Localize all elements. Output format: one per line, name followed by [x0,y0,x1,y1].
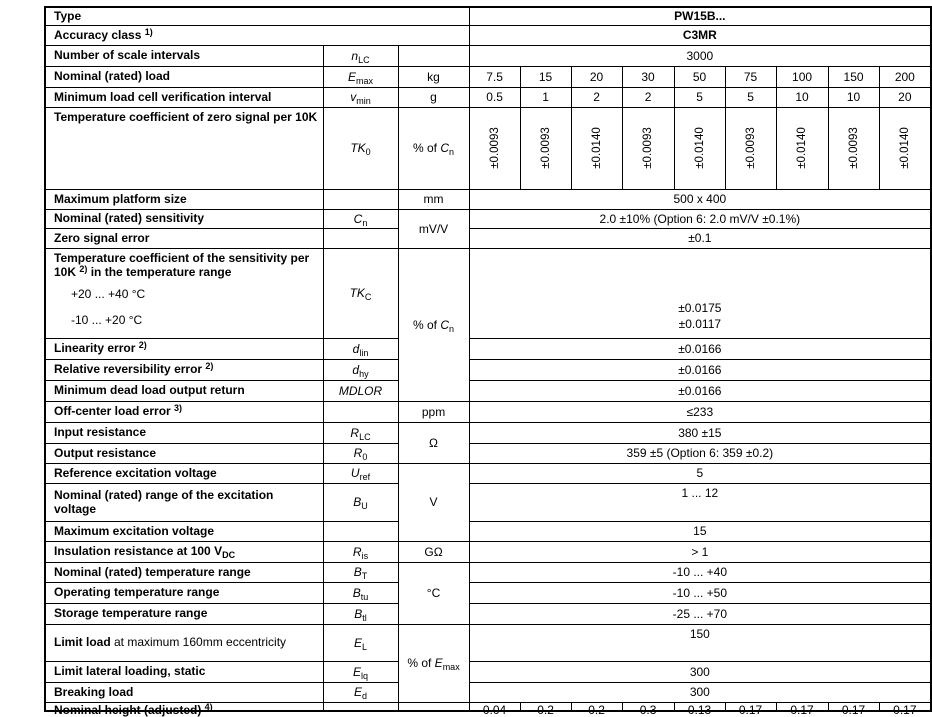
value-text: 2.0 ±10% (Option 6: 2.0 mV/V ±0.1%) [599,211,801,226]
row-label-zero-error [45,228,323,248]
row-vmin [45,87,931,107]
unit-text: mm [423,192,444,207]
value-text: ±0.1 [688,231,712,246]
row-accuracy [45,25,931,45]
symbol-output-r [323,443,398,463]
label-text: Insulation resistance at 100 V [54,544,223,559]
row-load [45,66,931,87]
value-text: > 1 [691,544,709,559]
symbol-subscript: LC [358,54,370,65]
value-bu [469,483,931,521]
row-offcenter [45,401,931,422]
symbol-text: B [354,606,363,621]
row-label-load [45,66,323,87]
value-text: 10 [795,90,809,105]
value-text: 380 ±15 [678,425,722,440]
label-text: Reference excitation voltage [54,465,217,480]
rotated-value-text: ±0.0093 [539,127,552,169]
row-label-reversibility [45,359,323,380]
unit-mvv [398,209,469,248]
symbol-linearity [323,338,398,359]
symbol-btl [323,603,398,624]
symbol-subscript: L [362,641,368,652]
value-type [469,7,931,25]
symbol-input-r [323,422,398,443]
value-cell [520,66,571,87]
symbol-subscript: is [361,550,369,561]
symbol-uref [323,463,398,483]
unit-platform [398,189,469,209]
value-text: 2 [593,90,600,105]
rotated-value-text: ±0.0093 [744,127,757,169]
symbol-intervals [323,45,398,66]
value-text: 20 [589,69,604,84]
value-insulation [469,541,931,562]
row-label-sensitivity [45,209,323,228]
symbol-bu [323,483,398,521]
unit-text: ppm [421,404,446,419]
unit-text: % of [412,141,441,156]
symbol-text: R [353,446,363,461]
value-text: 150 [843,69,864,84]
footnote-superscript: 2) [205,361,214,372]
row-bu [45,483,931,521]
unit-celsius [398,562,469,624]
row-label-insulation [45,541,323,562]
unit-text: % of [412,317,441,332]
symbol-subscript: 0 [362,452,368,463]
value-text: ±0.0166 [678,362,722,377]
footnote-superscript: 3) [174,403,183,414]
rotated-value-text: ±0.0140 [796,127,809,169]
value-cell-rotated [828,107,879,189]
symbol-load [323,66,398,87]
rotated-value-text: ±0.0093 [642,127,655,169]
symbol-text: MDLOR [338,383,383,398]
value-text: 300 [689,685,710,700]
value-cell [776,66,828,87]
symbol-text: TK [350,141,366,156]
symbol-text: B [353,495,362,510]
unit-vmin [398,87,469,107]
value-tkc [469,248,931,338]
label-subscript: DC [222,550,236,561]
label-text: Limit load [54,635,111,650]
row-intervals [45,45,931,66]
row-bt [45,562,931,582]
value-breaking [469,682,931,702]
label-text: Nominal height (adjusted) [54,702,205,717]
label-text: Type [54,9,82,23]
label-text: Operating temperature range [54,585,220,600]
symbol-btu [323,582,398,603]
label-text: Minimum dead load output return [54,383,245,398]
value-text: 1 ... 12 [681,485,719,500]
row-label-bt [45,562,323,582]
value-cell-rotated [725,107,776,189]
value-text: 3000 [686,48,714,63]
row-limit-load [45,624,931,661]
symbol-text: v [350,90,357,105]
label-text: Number of scale intervals [54,48,201,63]
value-text: 0.5 [486,90,503,105]
symbol-max-excitation-empty [323,521,398,541]
label-text: Linearity error [54,341,139,356]
symbol-tkc [323,248,398,338]
row-btl [45,603,931,624]
value-cell: 0.2 [520,702,571,711]
label-text: Limit lateral loading, static [54,664,206,679]
value-text: 200 [894,69,915,84]
value-text: C3MR [682,28,717,43]
symbol-text: B [352,585,361,600]
value-cell [879,87,931,107]
row-platform [45,189,931,209]
value-cell [571,87,622,107]
value-text: 5 [747,90,754,105]
symbol-bt [323,562,398,582]
unit-pct-cn [398,248,469,401]
label-text: Nominal (rated) sensitivity [54,211,205,226]
label-text: Storage temperature range [54,606,208,621]
symbol-subscript: lin [359,347,369,358]
symbol-subscript: C [364,292,372,303]
symbol-partial-empty [323,702,398,711]
value-btu [469,582,931,603]
row-btu [45,582,931,603]
value-sensitivity [469,209,931,228]
row-label-offcenter [45,401,323,422]
symbol-insulation [323,541,398,562]
row-reversibility [45,359,931,380]
symbol-zero-error-empty [323,228,398,248]
label-text: Input resistance [54,425,147,440]
value-cell-rotated [776,107,828,189]
value-text: 30 [641,69,655,84]
unit-offcenter [398,401,469,422]
label-text: Off-center load error [54,404,175,419]
row-tkc [45,248,931,338]
value-cell [674,66,725,87]
unit-text: g [430,90,437,105]
unit-text: mV/V [418,221,449,236]
symbol-text: n [351,48,359,63]
value-cell [879,66,931,87]
value-mdlor [469,380,931,401]
label-text: Temperature coefficient of the sensitivity per 10K $^{2)}$ in the temperature range [54,250,310,280]
value-max-excitation [469,521,931,541]
row-label-tkc [45,248,323,338]
label-text: Nominal (rated) load [54,69,171,84]
label-text: Output resistance [54,445,157,460]
rotated-value-text: ±0.0140 [898,127,911,169]
unit-tk0 [398,107,469,189]
row-label-max-excitation [45,521,323,541]
value-text: -10 ... +50 [672,585,728,600]
symbol-subscript: hy [359,368,369,379]
value-text: -25 ... +70 [672,606,728,621]
rotated-value-text: ±0.0093 [847,127,860,169]
row-type [45,7,931,25]
value-text: 100 [792,69,813,84]
value-output-r [469,443,931,463]
row-uref [45,463,931,483]
symbol-sensitivity [323,209,398,228]
unit-symbol: C [440,141,450,156]
value-cell [674,87,725,107]
value-text: 150 [689,626,710,641]
value-bt [469,562,931,582]
row-label-breaking [45,682,323,702]
value-text: 300 [689,664,710,679]
temperature-range-line: +20 ... +40 °C [71,286,146,301]
unit-gohm [398,541,469,562]
symbol-subscript: 0 [365,147,371,158]
symbol-text: R [350,425,360,440]
value-text: 5 [696,466,704,481]
value-cell: 0.13 [674,702,725,711]
row-output-r [45,443,931,463]
value-cell: 0.04 [469,702,520,711]
value-cell-rotated [879,107,931,189]
symbol-subscript: tu [360,591,369,602]
row-label-input-r [45,422,323,443]
value-zero-error [469,228,931,248]
symbol-limit-load [323,624,398,661]
value-text: ±0.0117 [678,317,722,332]
row-label-lateral [45,661,323,682]
symbol-text: C [353,211,363,226]
value-cell [622,66,674,87]
footnote-superscript: 1) [144,26,153,37]
value-text: -10 ... +40 [672,565,728,580]
unit-volt [398,463,469,541]
value-accuracy [469,25,931,45]
symbol-subscript: LC [359,431,371,442]
temperature-range-line: -10 ... +20 °C [71,312,143,327]
value-cell [725,87,776,107]
symbol-subscript: n [362,217,368,228]
value-text: 359 ±5 (Option 6: 359 ±0.2) [626,446,774,461]
label-text: Relative reversibility error [54,362,206,377]
unit-text: kg [427,69,440,84]
symbol-text: TK [349,286,365,301]
label-text: Maximum platform size [54,191,187,206]
symbol-subscript: T [361,571,368,582]
row-linearity [45,338,931,359]
row-label-btu [45,582,323,603]
value-cell [725,66,776,87]
unit-pct-emax [398,624,469,702]
value-cell: 0.3 [622,702,674,711]
value-platform [469,189,931,209]
row-sensitivity [45,209,931,228]
symbol-text: E [347,69,356,84]
value-cell: 0.17 [725,702,776,711]
symbol-vmin [323,87,398,107]
rotated-value-text: ±0.0093 [488,127,501,169]
value-cell [520,87,571,107]
unit-subscript: n [449,147,455,158]
row-max-excitation [45,521,931,541]
row-tk0 [45,107,931,189]
unit-load [398,66,469,87]
row-label-tk0 [45,107,323,189]
value-cell [828,66,879,87]
value-cell [571,66,622,87]
value-cell: 0.17 [879,702,931,711]
row-label-platform [45,189,323,209]
footnote-superscript: 2) [79,264,88,275]
unit-symbol: E [434,656,443,671]
row-label-uref [45,463,323,483]
value-text: 5 [696,90,703,105]
row-label-partial [45,701,323,717]
value-lateral [469,661,931,682]
unit-text: % of [407,656,435,671]
row-breaking [45,682,931,702]
label-text: Breaking load [54,684,134,699]
symbol-text: B [353,565,362,580]
symbol-platform-empty [323,189,398,209]
value-text: 50 [692,69,707,84]
value-text: 15 [538,69,553,84]
rotated-value-text: ±0.0140 [590,127,603,169]
value-cell [469,87,520,107]
label-text: Temperature coefficient of zero signal per 10K [54,109,318,124]
symbol-offcenter-empty [323,401,398,422]
footnote-superscript: 2) [138,340,147,351]
label-text: Nominal (rated) range of the excitation voltage [54,487,274,517]
row-label-vmin [45,87,323,107]
row-insulation [45,541,931,562]
symbol-text: d [352,341,360,356]
row-mdlor [45,380,931,401]
rotated-value-text: ±0.0140 [693,127,706,169]
row-label-btl [45,603,323,624]
unit-symbol: C [440,317,450,332]
label-text: Accuracy class [54,27,145,42]
value-cell [469,66,520,87]
unit-ohm [398,422,469,463]
value-cell: 0.17 [828,702,879,711]
value-offcenter [469,401,931,422]
unit-text: °C [426,586,441,601]
symbol-subscript: tl [362,612,367,623]
unit-subscript: max [442,662,460,673]
row-input-r [45,422,931,443]
symbol-text: E [353,635,362,650]
symbol-text: U [350,466,360,481]
value-cell [776,87,828,107]
value-cell: 0.17 [776,702,828,711]
label-text-regular: at maximum 160mm eccentricity [110,635,287,650]
value-cell [828,87,879,107]
row-lateral [45,661,931,682]
spec-table [44,6,932,717]
value-text: 20 [898,90,912,105]
row-zero-error [45,228,931,248]
value-text: 10 [846,90,861,105]
value-cell-rotated [469,107,520,189]
label-text: Maximum excitation voltage [54,523,215,538]
value-uref [469,463,931,483]
value-cell: 0.2 [571,702,622,711]
value-cell [622,87,674,107]
value-text: 75 [743,69,758,84]
symbol-subscript: min [356,96,371,107]
value-text: 1 [542,90,549,105]
symbol-subscript: ref [359,472,371,483]
symbol-breaking [323,682,398,702]
symbol-reversibility [323,359,398,380]
value-text: ±0.0175 [678,301,722,316]
row-label-mdlor [45,380,323,401]
unit-intervals-empty [398,45,469,66]
value-reversibility [469,359,931,380]
symbol-tk0 [323,107,398,189]
value-text: PW15B... [674,9,726,24]
row-label-accuracy [45,25,469,45]
label-text: Minimum load cell verification interval [54,89,272,104]
symbol-text: d [352,362,360,377]
value-text: 15 [693,524,707,539]
unit-text: GΩ [424,544,443,559]
unit-text: V [429,495,438,510]
value-cell-rotated [622,107,674,189]
value-text: 7.5 [486,69,503,84]
symbol-lateral [323,661,398,682]
value-input-r [469,422,931,443]
value-limit-load [469,624,931,661]
row-label-type [45,7,469,25]
value-text: 2 [644,90,652,105]
row-label-bu [45,483,323,521]
unit-partial-empty [398,702,469,711]
symbol-subscript: lq [361,670,369,681]
unit-text: Ω [429,435,438,450]
symbol-text: E [352,664,361,679]
symbol-mdlor [323,380,398,401]
symbol-subscript: d [362,691,368,702]
value-cell-rotated [520,107,571,189]
row-label-intervals [45,45,323,66]
value-btl [469,603,931,624]
label-text: Zero signal error [54,230,150,245]
row-label-output-r [45,443,323,463]
symbol-text: E [353,685,362,700]
value-intervals [469,45,931,66]
symbol-subscript: U [361,501,368,512]
value-text: ≤233 [686,404,714,419]
value-text: ±0.0166 [678,341,722,356]
unit-subscript: n [449,323,455,334]
footnote-superscript: 4) [204,701,213,712]
label-text: Nominal (rated) temperature range [54,564,251,579]
value-cell-rotated [571,107,622,189]
symbol-text: R [352,544,362,559]
row-label-linearity [45,338,323,359]
row-label-limit-load [45,624,323,661]
value-linearity [469,338,931,359]
symbol-subscript: max [356,75,374,86]
value-text: ±0.0166 [678,383,722,398]
value-cell-rotated [674,107,725,189]
row-partial-clipped [45,702,931,711]
value-text: 500 x 400 [673,192,727,207]
